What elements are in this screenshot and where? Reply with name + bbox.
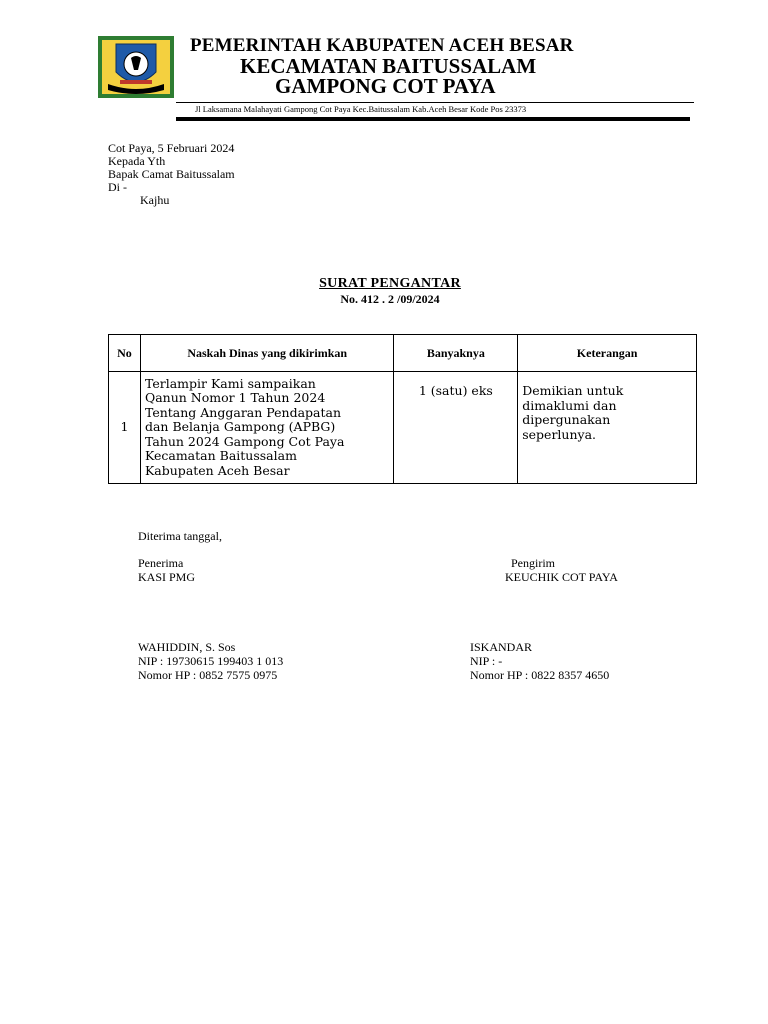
header-district: KECAMATAN BAITUSSALAM bbox=[240, 54, 537, 78]
column-header-no: No bbox=[109, 335, 141, 372]
sender-role: Pengirim bbox=[511, 556, 555, 570]
recipient-place: Kajhu bbox=[140, 193, 170, 207]
cell-banyaknya: 1 (satu) eks bbox=[394, 372, 518, 484]
sender-nip: NIP : - bbox=[470, 654, 503, 668]
column-header-keterangan: Keterangan bbox=[518, 335, 697, 372]
letter-number: No. 412 . 2 /09/2024 bbox=[340, 292, 440, 306]
table-row bbox=[109, 372, 697, 484]
cell-no: 1 bbox=[109, 372, 141, 484]
cell-naskah: Terlampir Kami sampaikan Qanun Nomor 1 Tahun 2024 Tentang Anggaran Pendapatan dan Belanja Gampong (APBG) Tahun 2024 Gampong Cot Paya Kecamatan Baitussalam Kabupaten Aceh Besar bbox=[140, 372, 393, 484]
cell-keterangan: Demikian untuk dimaklumi dan dipergunakan seperlunya. bbox=[518, 372, 697, 484]
header-address: Jl Laksamana Malahayati Gampong Cot Paya Kec.Baitussalam Kab.Aceh Besar Kode Pos 23373 bbox=[195, 104, 527, 114]
letter-title: SURAT PENGANTAR bbox=[319, 276, 461, 291]
recipient-name: Bapak Camat Baitussalam bbox=[108, 167, 235, 181]
regency-emblem-icon bbox=[98, 36, 174, 98]
received-date-label: Diterima tanggal, bbox=[138, 529, 222, 543]
letter-date: Cot Paya, 5 Februari 2024 bbox=[108, 141, 235, 155]
header-divider-thin bbox=[176, 102, 694, 103]
header-divider-thick bbox=[176, 117, 690, 121]
header-village: GAMPONG COT PAYA bbox=[275, 74, 496, 98]
sender-position: KEUCHIK COT PAYA bbox=[505, 570, 618, 584]
table-header-row bbox=[109, 335, 697, 372]
sender-phone: Nomor HP : 0822 8357 4650 bbox=[470, 668, 610, 682]
receiver-position: KASI PMG bbox=[138, 570, 196, 584]
receiver-role: Penerima bbox=[138, 556, 184, 570]
header-government: PEMERINTAH KABUPATEN ACEH BESAR bbox=[190, 35, 574, 56]
recipient-salutation: Kepada Yth bbox=[108, 154, 166, 168]
column-header-banyaknya: Banyaknya bbox=[394, 335, 518, 372]
recipient-di: Di - bbox=[108, 180, 127, 194]
receiver-name: WAHIDDIN, S. Sos bbox=[138, 640, 236, 654]
column-header-naskah: Naskah Dinas yang dikirimkan bbox=[140, 335, 393, 372]
document-table bbox=[108, 334, 697, 484]
receiver-nip: NIP : 19730615 199403 1 013 bbox=[138, 654, 284, 668]
sender-name: ISKANDAR bbox=[470, 640, 533, 654]
receiver-phone: Nomor HP : 0852 7575 0975 bbox=[138, 668, 278, 682]
